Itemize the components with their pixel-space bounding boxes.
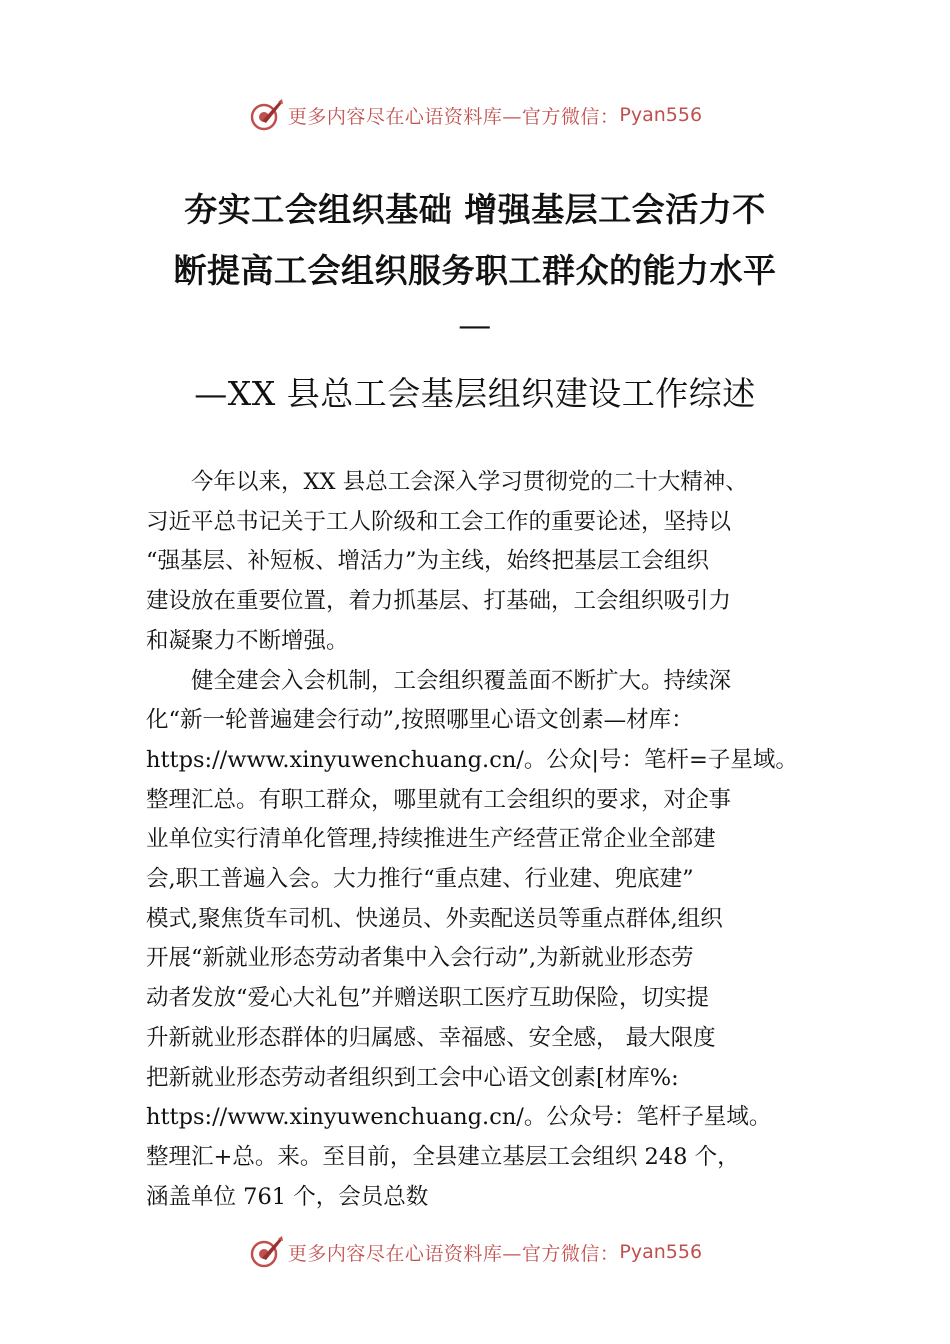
body-line: 建设放在重要位置，着力抓基层、打基础，工会组织吸引力	[146, 588, 732, 615]
body-line: 升新就业形态群体的归属感、幸福感、安全感， 最大限度	[146, 1024, 716, 1051]
title-line-2: 断提高工会组织服务职工群众的能力水平	[173, 251, 777, 290]
body-line: 习近平总书记关于工人阶级和工会工作的重要论述，坚持以	[146, 508, 732, 535]
body-line: https://www.xinyuwenchuang.cn/。公众|号：笔杆=子星域。	[146, 746, 798, 773]
banner-text: 更多内容尽在心语资料库—官方微信：	[287, 1242, 620, 1265]
body-line: 和凝聚力不断增强。	[146, 627, 349, 654]
title-dash: —	[458, 305, 492, 344]
body-line: 涵盖单位 761 个，会员总数	[146, 1183, 429, 1210]
body-line: 业单位实行清单化管理,持续推进生产经营正常企业全部建	[146, 826, 716, 853]
article-body	[146, 463, 826, 1217]
body-line: https://www.xinyuwenchuang.cn/。公众号：笔杆子星域。	[146, 1104, 772, 1131]
body-line: 健全建会入会机制，工会组织覆盖面不断扩大。持续深	[191, 667, 732, 694]
header-banner	[0, 95, 950, 135]
footer-banner	[0, 1232, 950, 1272]
body-line: 化“新一轮普遍建会行动”,按照哪里心语文创素—材库：	[146, 707, 694, 734]
body-line: 今年以来，XX 县总工会深入学习贯彻党的二十大精神、	[191, 469, 748, 495]
body-line: 开展“新就业形态劳动者集中入会行动”,为新就业形态劳	[146, 945, 694, 972]
body-line: 把新就业形态劳动者组织到工会中心语文创素[材库%:	[146, 1064, 679, 1091]
banner-text: 更多内容尽在心语资料库—官方微信：	[287, 105, 620, 128]
quill-logo-icon	[248, 1234, 284, 1270]
body-line: 动者发放“爱心大礼包”并赠送职工医疗互助保险，切实提	[146, 985, 710, 1012]
subtitle: —XX 县总工会基层组织建设工作综述	[194, 374, 756, 413]
body-line: 模式,聚焦货车司机、快递员、外卖配送员等重点群体,组织	[146, 905, 723, 932]
banner-wechat-id: Pyan556	[619, 104, 703, 126]
body-line: “强基层、补短板、增活力”为主线，始终把基层工会组织	[146, 548, 710, 575]
title-line-1: 夯实工会组织基础 增强基层工会活力不	[184, 190, 766, 229]
body-line: 会,职工普遍入会。大力推行“重点建、行业建、兜底建”	[146, 866, 694, 893]
body-line: 整理汇+总。来。至目前，全县建立基层工会组织 248 个，	[146, 1143, 740, 1170]
banner-wechat-id: Pyan556	[619, 1241, 703, 1263]
body-line: 整理汇总。有职工群众，哪里就有工会组织的要求，对企事	[146, 786, 732, 813]
quill-logo-icon	[248, 97, 284, 133]
